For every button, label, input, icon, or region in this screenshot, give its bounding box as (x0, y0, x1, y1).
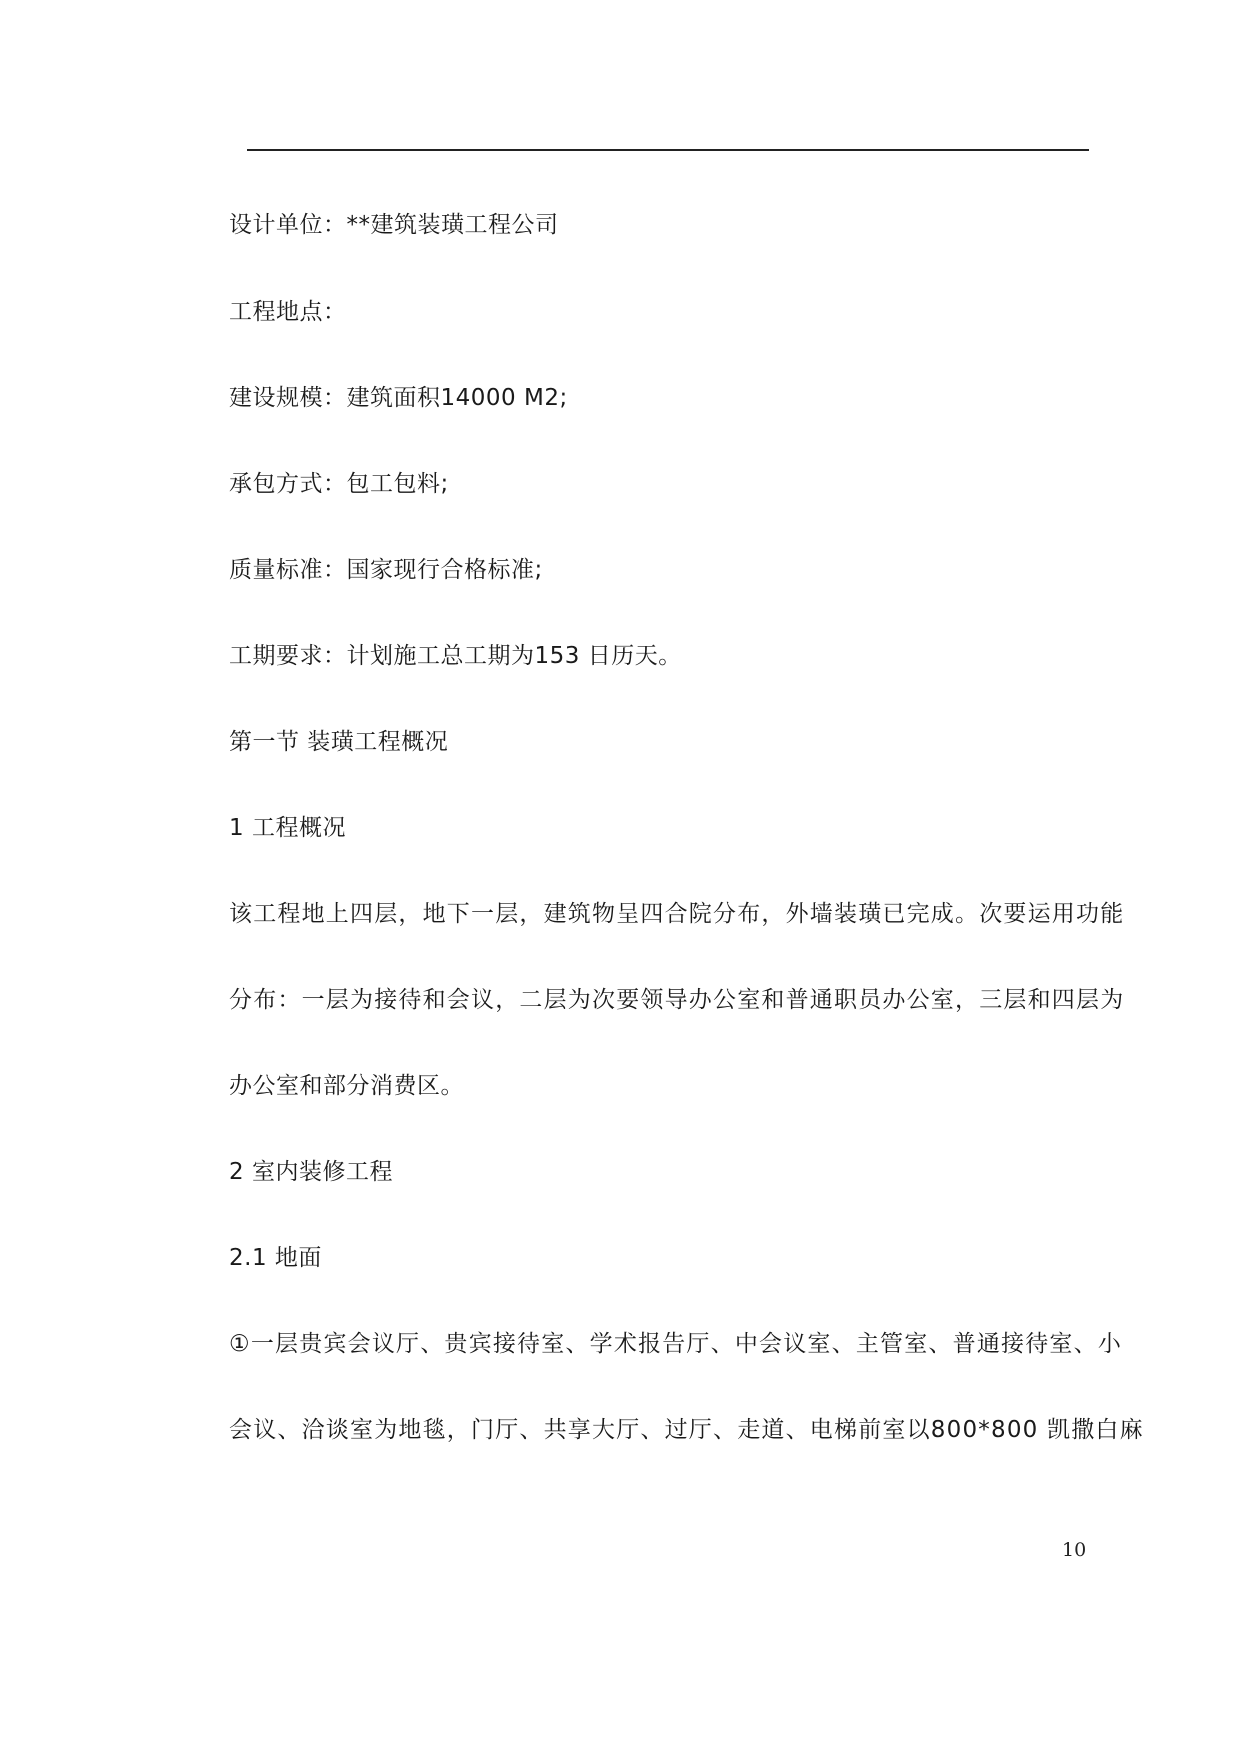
paragraph-line: 会议、洽谈室为地毯，门厅、共享大厅、过厅、走道、电梯前室以800*800 凯撒白麻 (229, 1417, 1144, 1443)
construction-scale-line: 建设规模：建筑面积14000 M2; (229, 385, 568, 411)
subsection-heading-2-1: 2.1 地面 (229, 1245, 322, 1271)
header-rule (247, 149, 1089, 151)
paragraph-line: 该工程地上四层，地下一层，建筑物呈四合院分布，外墙装璜已完成。次要运用功能 (229, 901, 1125, 927)
quality-standard-line: 质量标准：国家现行合格标准; (229, 557, 543, 583)
project-location-line: 工程地点： (229, 299, 347, 325)
schedule-requirement-line: 工期要求：计划施工总工期为153 日历天。 (229, 643, 682, 669)
paragraph-line: 分布：一层为接待和会议，二层为次要领导办公室和普通职员办公室，三层和四层为 (229, 987, 1125, 1013)
design-unit-line: 设计单位：**建筑装璜工程公司 (229, 212, 559, 238)
contract-method-line: 承包方式：包工包料; (229, 471, 449, 497)
paragraph-line: ①一层贵宾会议厅、贵宾接待室、学术报告厅、中会议室、主管室、普通接待室、小 (229, 1331, 1123, 1357)
subsection-heading-1: 1 工程概况 (229, 815, 346, 841)
paragraph-line: 办公室和部分消费区。 (229, 1073, 464, 1099)
page-number: 10 (1062, 1539, 1087, 1561)
section-heading: 第一节 装璜工程概况 (229, 729, 449, 755)
subsection-heading-2: 2 室内装修工程 (229, 1159, 393, 1185)
